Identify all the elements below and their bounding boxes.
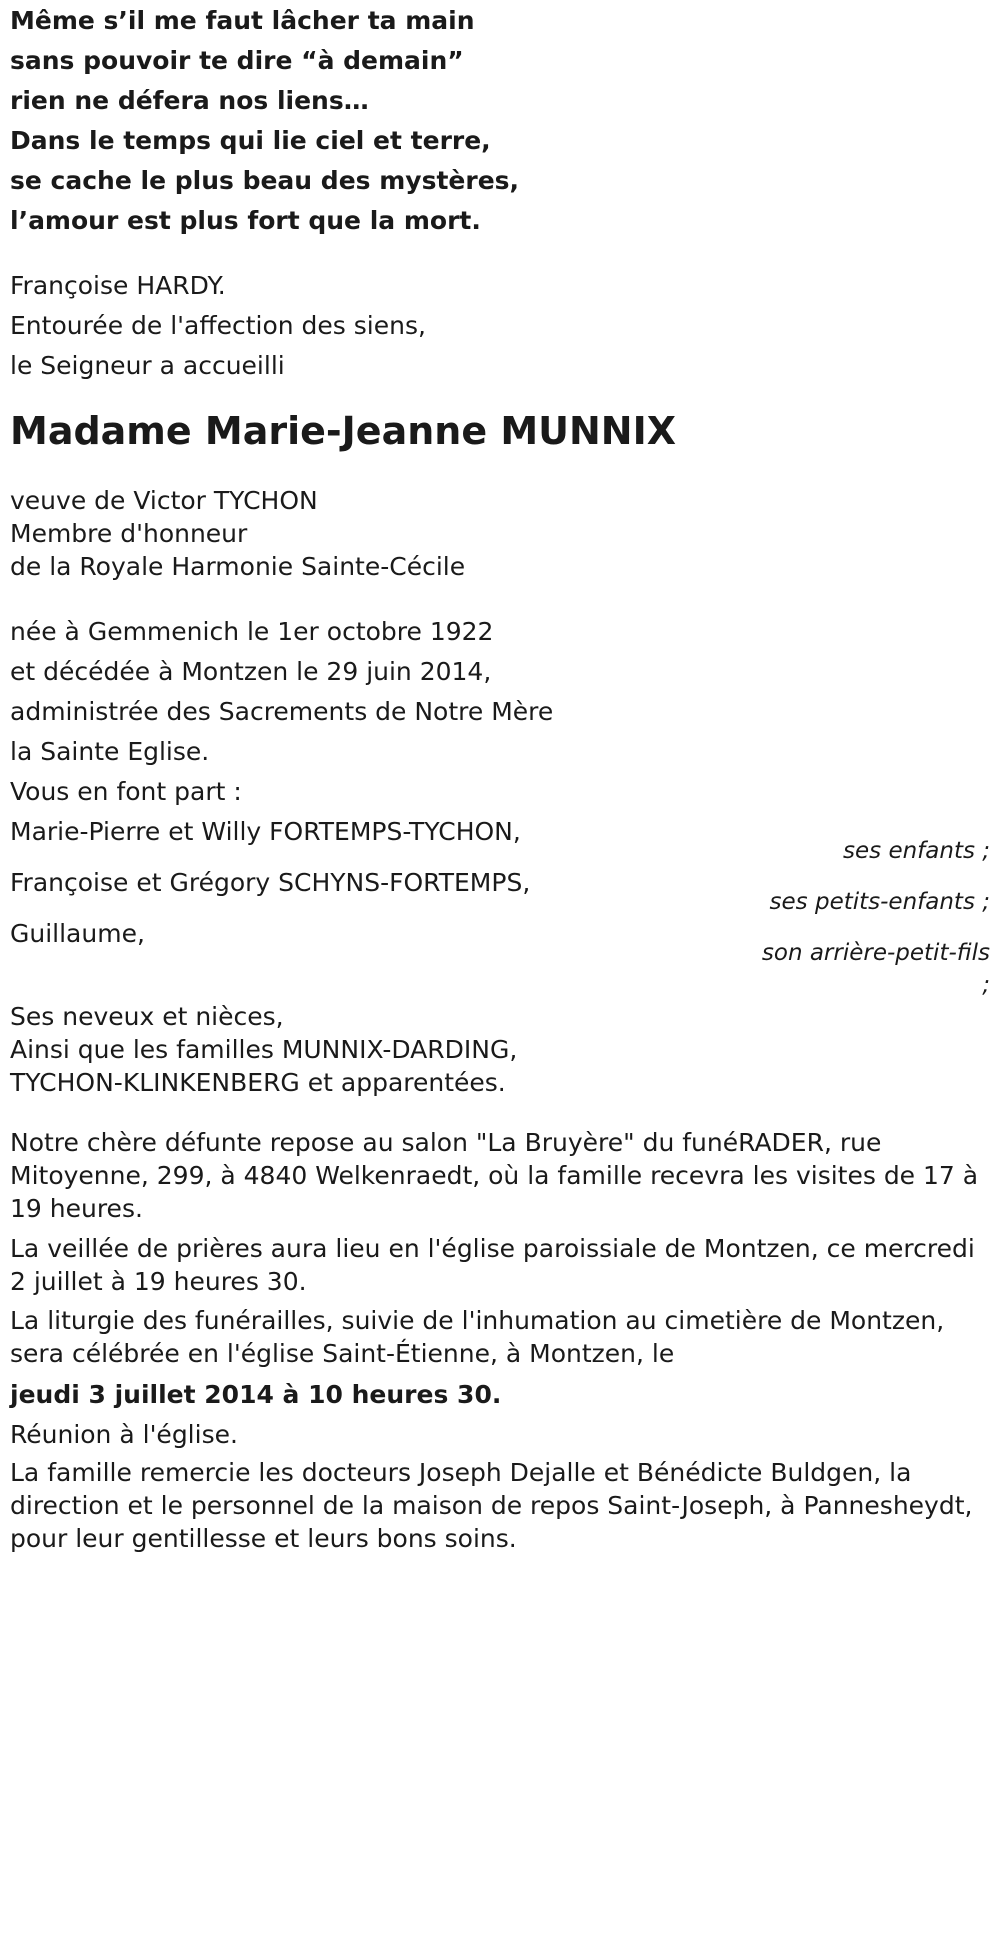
life-line: et décédée à Montzen le 29 juin 2014, xyxy=(10,657,492,686)
life-line: la Sainte Eglise. xyxy=(10,737,210,766)
funeral-date: jeudi 3 juillet 2014 à 10 heures 30. xyxy=(10,1380,502,1409)
intro-line: le Seigneur a accueilli xyxy=(10,351,285,380)
poem-line: Dans le temps qui lie ciel et terre, xyxy=(10,126,491,155)
deceased-name: Madame Marie-Jeanne MUNNIX xyxy=(10,409,677,453)
poem-line: l’amour est plus fort que la mort. xyxy=(10,206,481,235)
family-role: ses enfants ; xyxy=(843,838,990,864)
intro-line: Entourée de l'affection des siens, xyxy=(10,311,426,340)
veillee-paragraph: La veillée de prières aura lieu en l'église paroissiale de Montzen, ce mercredi 2 juillet à 19 heures 30. xyxy=(10,1234,975,1296)
poem-line: sans pouvoir te dire “à demain” xyxy=(10,46,464,75)
family-role: ses petits-enfants ; xyxy=(769,889,990,915)
relatives-line: Ainsi que les familles MUNNIX-DARDING, xyxy=(10,1035,518,1064)
family-role-end: ; xyxy=(982,972,990,998)
status-line: veuve de Victor TYCHON xyxy=(10,486,318,515)
family-names: Marie-Pierre et Willy FORTEMPS-TYCHON, xyxy=(10,817,521,846)
poem-line: Même s’il me faut lâcher ta main xyxy=(10,6,475,35)
family-names: Guillaume, xyxy=(10,919,145,948)
family-names: Françoise et Grégory SCHYNS-FORTEMPS, xyxy=(10,868,531,897)
repose-paragraph: Notre chère défunte repose au salon "La Bruyère" du funéRADER, rue Mitoyenne, 299, à 4840 Welkenraedt, où la famille recevra les visites de 17 à 19 heures. xyxy=(10,1128,979,1223)
life-line: Vous en font part : xyxy=(10,777,242,806)
reunion-line: Réunion à l'église. xyxy=(10,1420,238,1449)
relatives-line: TYCHON-KLINKENBERG et apparentées. xyxy=(10,1068,506,1097)
poem-author: Françoise HARDY. xyxy=(10,271,226,300)
status-line: de la Royale Harmonie Sainte-Cécile xyxy=(10,552,466,581)
thanks-paragraph: La famille remercie les docteurs Joseph Dejalle et Bénédicte Buldgen, la direction et le personnel de la maison de repos Saint-Joseph, à Pannesheydt, pour leur gentillesse et leurs bons soins. xyxy=(10,1458,973,1553)
life-line: née à Gemmenich le 1er octobre 1922 xyxy=(10,617,494,646)
life-line: administrée des Sacrements de Notre Mère xyxy=(10,697,554,726)
status-line: Membre d'honneur xyxy=(10,519,248,548)
relatives-line: Ses neveux et nièces, xyxy=(10,1002,284,1031)
family-role: son arrière-petit-fils xyxy=(761,940,990,966)
poem-line: se cache le plus beau des mystères, xyxy=(10,166,520,195)
liturgie-paragraph: La liturgie des funérailles, suivie de l'inhumation au cimetière de Montzen, sera célébrée en l'église Saint-Étienne, à Montzen, le xyxy=(10,1306,945,1368)
poem-line: rien ne défera nos liens… xyxy=(10,86,369,115)
